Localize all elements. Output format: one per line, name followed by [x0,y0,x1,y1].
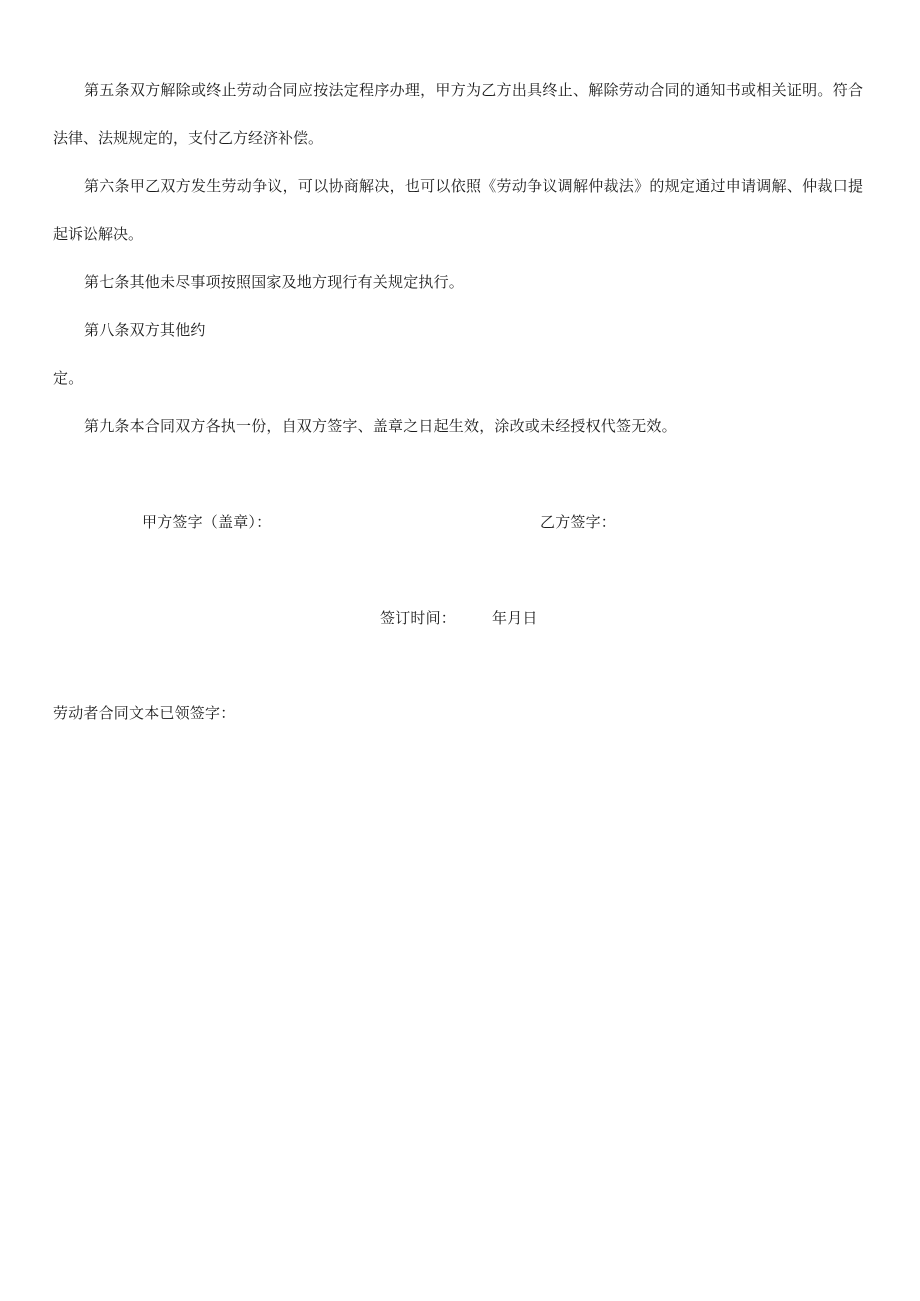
article-5-text: 第五条双方解除或终止劳动合同应按法定程序办理，甲方为乙方出具终止、解除劳动合同的通知书或相关证明。符合法律、法规规定的，支付乙方经济补偿。 [53,81,863,147]
party-a-signature-label: 甲方签字（盖章）： [142,513,272,531]
signing-date-label: 签订时间： [380,609,457,627]
article-6 [53,162,863,258]
signing-date-value: 年月日 [492,609,538,627]
article-6-text: 第六条甲乙双方发生劳动争议，可以协商解决，也可以依照《劳动争议调解仲裁法》的规定通过申请调解、仲裁口提起诉讼解决。 [53,177,863,243]
article-7: 第七条其他未尽事项按照国家及地方现行有关规定执行。 [84,273,465,291]
article-8-line-2: 定。 [53,369,84,387]
article-9: 第九条本合同双方各执一份，自双方签字、盖章之日起生效，涂改或未经授权代签无效。 [84,417,677,435]
receipt-signature-label: 劳动者合同文本已领签字： [53,704,236,722]
article-5 [53,66,863,162]
article-8-line-1: 第八条双方其他约 [84,321,206,339]
party-b-signature-label: 乙方签字： [540,513,617,531]
